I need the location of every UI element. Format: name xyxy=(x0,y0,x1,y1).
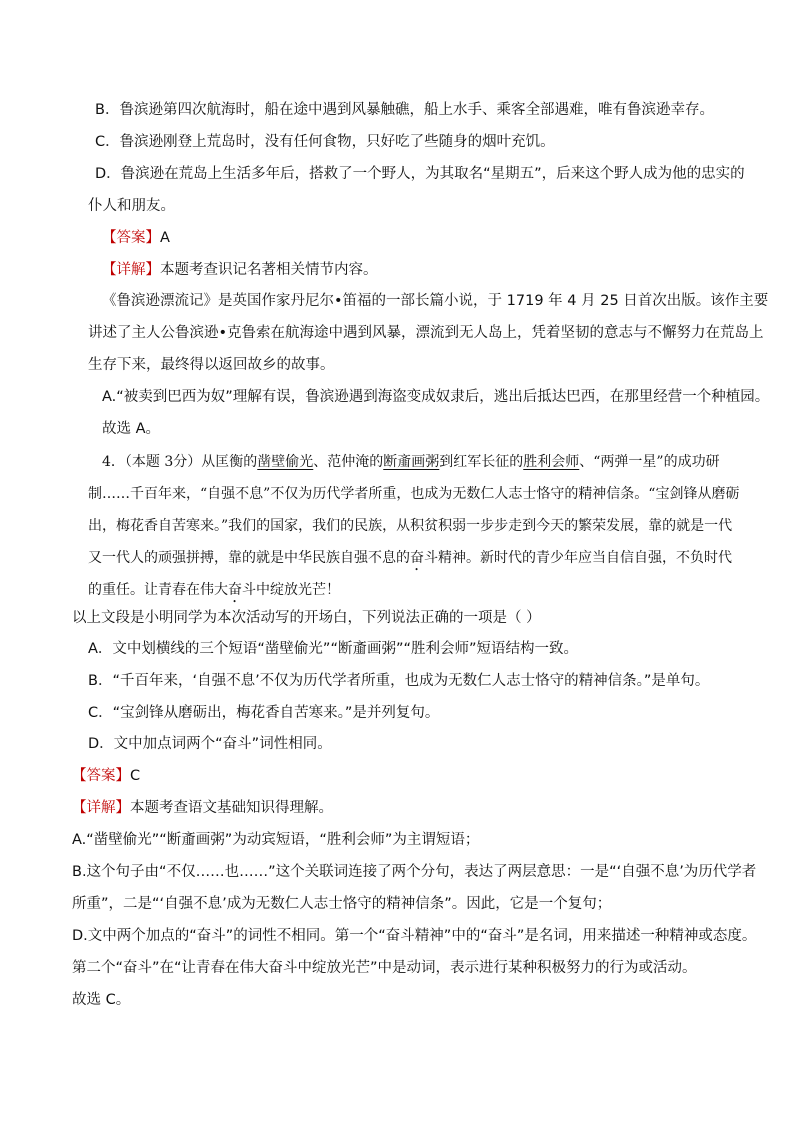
detail-4-d-line1: D.文中两个加点的“奋斗”的词性不相同。第一个“奋斗精神”中的“奋斗”是名词，用来描述一种精神或态度。 xyxy=(72,928,757,944)
answer-3 xyxy=(102,227,170,249)
detail-3-p4: A.“被卖到巴西为奴”理解有误，鲁滨逊遇到海盗变成奴隶后，逃出后抵达巴西，在那里经营一个种植园。 xyxy=(102,389,770,405)
detail-3-p3: 生存下来，最终得以返回故乡的故事。 xyxy=(88,357,335,373)
detail-3-p2: 讲述了主人公鲁滨逊•克鲁索在航海途中遇到风暴，漂流到无人岛上，凭着坚韧的意志与不懈努力在荒岛上 xyxy=(88,325,764,341)
question-4-option-a: A．文中划横线的三个短语“凿壁偷光”“断齑画粥”“胜利会师”短语结构一致。 xyxy=(88,641,578,657)
answer-value: C xyxy=(130,768,141,784)
question-4-stem: 以上文段是小明同学为本次活动写的开场白，下列说法正确的一项是（ ） xyxy=(72,610,541,626)
question-4-option-d: D．文中加点词两个“奋斗”词性相同。 xyxy=(88,736,332,752)
detail-4-d-line2: 第二个“奋斗”在“让青春在伟大奋斗中绽放光芒”中是动词，表示进行某种积极努力的行为或活动。 xyxy=(72,960,697,976)
answer-label: 【答案】 xyxy=(72,768,130,784)
option-c-prev: C．鲁滨逊刚登上荒岛时，没有任何食物，只好吃了些随身的烟叶充饥。 xyxy=(95,134,555,150)
detail-4-conclusion: 故选 C。 xyxy=(72,992,131,1008)
detail-label: 【详解】 xyxy=(72,800,130,816)
detail-3-intro: 【详解】本题考查识记名著相关情节内容。 xyxy=(102,262,378,278)
question-4-line2: 制……千百年来，“自强不息”不仅为历代学者所重，也成为无数仁人志士恪守的精神信条。“宝剑锋从磨砺 xyxy=(88,486,740,502)
detail-label: 【详解】 xyxy=(102,262,160,278)
detail-4-b-line2: 所重”，二是“‘自强不息’成为无数仁人志士恪守的精神信条”。因此，它是一个复句； xyxy=(72,896,612,912)
detail-3-p1: 《鲁滨逊漂流记》是英国作家丹尼尔•笛福的一部长篇小说，于 1719 年 4 月 25 日首次出版。该作主要 xyxy=(102,293,769,309)
question-4-line4: 又一代人的顽强拼搏，靠的就是中华民族自强不息的奋斗精神。新时代的青少年应当自信自强，不负时代 xyxy=(88,550,732,566)
dotted-word: 奋 xyxy=(410,550,424,566)
question-4-option-c: C．“宝剑锋从磨砺出，梅花香自苦寒来。”是并列复句。 xyxy=(88,705,440,721)
question-4-option-b: B．“千百年来，‘自强不息’不仅为历代学者所重，也成为无数仁人志士恪守的精神信条。”是单句。 xyxy=(88,673,710,689)
question-4-line5: 的重任。让青春在伟大奋斗中绽放光芒！ xyxy=(88,582,340,598)
option-d-prev-line1: D．鲁滨逊在荒岛上生活多年后，搭救了一个野人，为其取名“星期五”，后来这个野人成为他的忠实的 xyxy=(95,166,745,182)
answer-value: A xyxy=(160,230,170,246)
dotted-word: 奋 xyxy=(228,582,242,598)
underlined-phrase-3: 胜利会师 xyxy=(523,454,580,470)
underlined-phrase-1: 凿壁偷光 xyxy=(257,454,314,470)
underlined-phrase-2: 断齑画粥 xyxy=(383,454,440,470)
answer-label: 【答案】 xyxy=(102,230,160,246)
question-4-line1: 4．（本题 3分）从匡衡的凿壁偷光、范仲淹的断齑画粥到红军长征的胜利会师、“两弹一星”的成功研 xyxy=(102,454,720,470)
detail-4-a: A.“凿壁偷光”“断齑画粥”为动宾短语，“胜利会师”为主谓短语； xyxy=(72,832,480,848)
question-4-line3: 出，梅花香自苦寒来。”我们的国家，我们的民族，从积贫积弱一步步走到今天的繁荣发展，靠的就是一代 xyxy=(88,518,733,534)
detail-4-intro: 【详解】本题考查语文基础知识得理解。 xyxy=(72,800,333,816)
detail-3-conclusion: 故选 A。 xyxy=(102,421,161,437)
answer-4 xyxy=(72,765,140,787)
option-d-prev-line2: 仆人和朋友。 xyxy=(88,198,175,214)
option-b-prev: B．鲁滨逊第四次航海时，船在途中遇到风暴触礁，船上水手、乘客全部遇难，唯有鲁滨逊幸存。 xyxy=(95,102,714,118)
detail-4-b-line1: B.这个句子由“不仅……也……”这个关联词连接了两个分句，表达了两层意思：一是“‘自强不息’为历代学者 xyxy=(72,864,757,880)
